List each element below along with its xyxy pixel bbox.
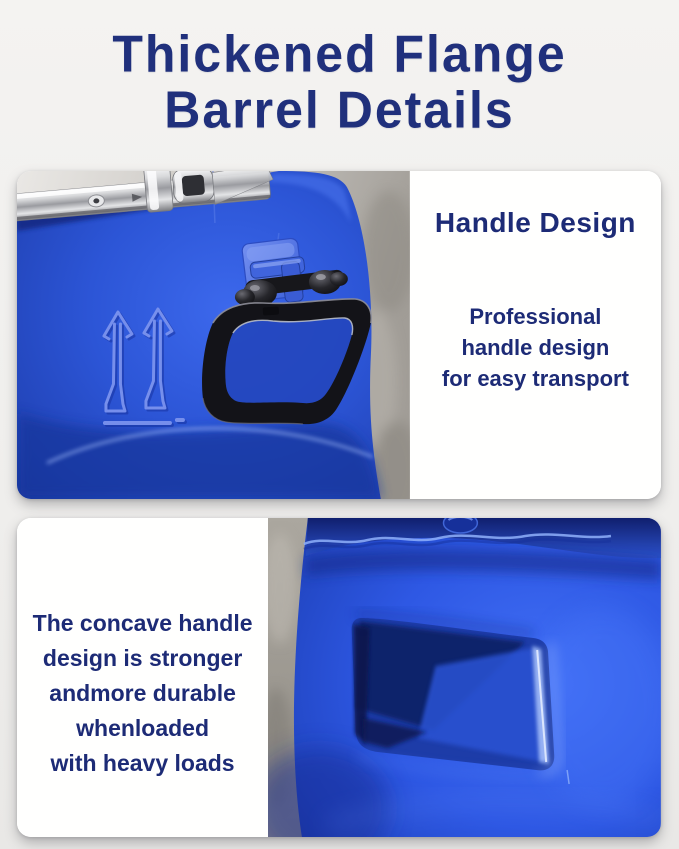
handle-design-copy (442, 301, 629, 394)
handle-design-panel (410, 171, 661, 499)
copy-line: handle design (461, 335, 610, 360)
title-line-2: Barrel Details (164, 80, 515, 140)
recess-pocket (352, 614, 558, 776)
copy-line: for easy transport (441, 366, 629, 391)
page-title (0, 26, 679, 138)
lid-knob (444, 518, 478, 533)
handle-design-heading: Handle Design (434, 207, 636, 238)
concave-handle-panel (17, 518, 268, 837)
copy-line: whenloaded (76, 715, 210, 741)
copy-line: with heavy loads (50, 750, 235, 776)
copy-line: The concave handle (32, 610, 253, 636)
title-line-1: Thickened Flange (112, 24, 567, 84)
barrel-handle-illustration (17, 171, 410, 499)
barrel-recess-photo (268, 518, 661, 837)
concave-handle-card (17, 518, 661, 837)
barrel-recess-illustration (268, 518, 661, 837)
copy-line: design is stronger (42, 645, 243, 671)
barrel-handle-photo (17, 171, 410, 499)
copy-line: Professional (469, 304, 602, 329)
handle-design-card (17, 171, 661, 499)
copy-line: andmore durable (49, 680, 236, 706)
concave-handle-copy (33, 606, 253, 781)
